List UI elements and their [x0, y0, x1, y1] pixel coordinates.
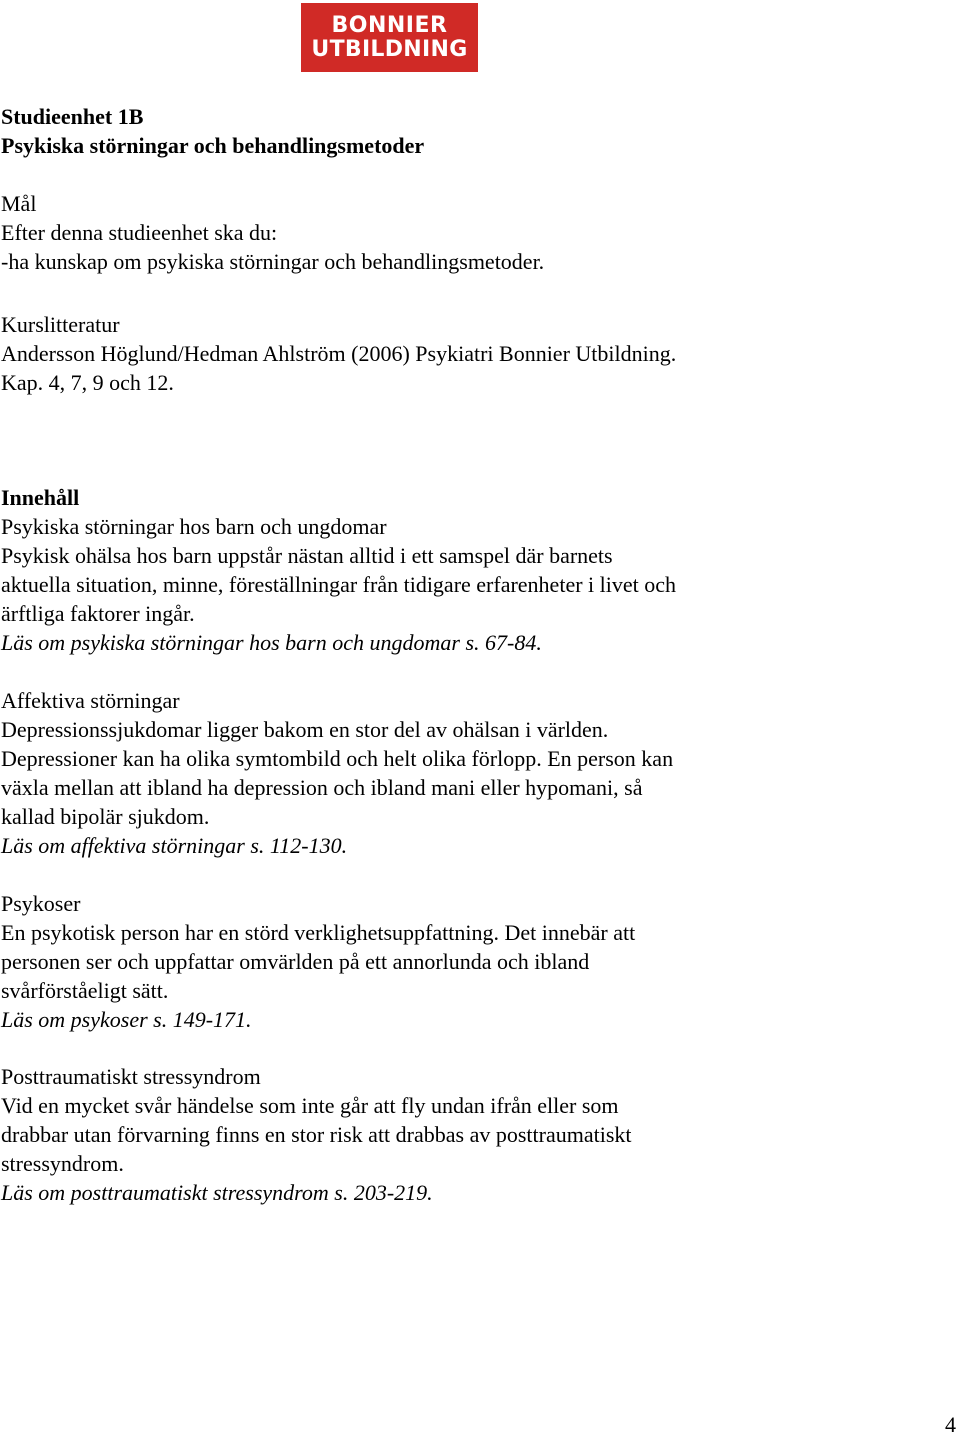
section-text-line: Vid en mycket svår händelse som inte går att fly undan ifrån eller som: [1, 1093, 619, 1118]
section-text-line: personen ser och uppfattar omvärlden på ett annorlunda och ibland: [1, 949, 590, 974]
section-reading: Läs om psykoser s. 149-171.: [1, 1007, 252, 1032]
section-text-line: Depressioner kan ha olika symtombild och helt olika förlopp. En person kan: [1, 746, 674, 771]
section-text-line: svårförståeligt sätt.: [1, 978, 169, 1003]
section-reading: Läs om psykiska störningar hos barn och ungdomar s. 67-84.: [1, 630, 542, 655]
logo-line-1: BONNIER: [331, 13, 448, 38]
logo-line-2: UTBILDNING: [311, 37, 468, 62]
section-text-line: En psykotisk person har en störd verklighetsuppfattning. Det innebär att: [1, 920, 636, 945]
section-heading: Psykiska störningar hos barn och ungdomar: [1, 514, 387, 539]
section-reading: Läs om posttraumatiskt stressyndrom s. 203-219.: [1, 1180, 433, 1205]
section-heading: Psykoser: [1, 891, 81, 916]
section-text-line: Depressionssjukdomar ligger bakom en stor del av ohälsan i världen.: [1, 717, 609, 742]
goal-intro: Efter denna studieenhet ska du:: [1, 220, 278, 245]
goal-heading: Mål: [1, 191, 37, 216]
section-text-line: växla mellan att ibland ha depression och ibland mani eller hypomani, så: [1, 775, 643, 800]
unit-title: Studieenhet 1B: [1, 104, 144, 129]
section-text-line: drabbar utan förvarning finns en stor risk att drabbas av posttraumatiskt: [1, 1122, 632, 1147]
section-heading: Affektiva störningar: [1, 688, 180, 713]
literature-chapters: Kap. 4, 7, 9 och 12.: [1, 370, 174, 395]
goal-item: -ha kunskap om psykiska störningar och behandlingsmetoder.: [1, 249, 545, 274]
section-text-line: stressyndrom.: [1, 1151, 124, 1176]
section-text-line: kallad bipolär sjukdom.: [1, 804, 210, 829]
bonnier-utbildning-logo: [301, 3, 478, 72]
content-heading: Innehåll: [1, 485, 80, 510]
page-number: 4: [945, 1412, 956, 1437]
section-heading: Posttraumatiskt stressyndrom: [1, 1064, 261, 1089]
section-reading: Läs om affektiva störningar s. 112-130.: [1, 833, 348, 858]
section-text-line: ärftliga faktorer ingår.: [1, 601, 195, 626]
literature-heading: Kurslitteratur: [1, 312, 120, 337]
section-text-line: Psykisk ohälsa hos barn uppstår nästan alltid i ett samspel där barnets: [1, 543, 613, 568]
unit-subtitle: Psykiska störningar och behandlingsmetoder: [1, 133, 425, 158]
section-text-line: aktuella situation, minne, föreställningar från tidigare erfarenheter i livet och: [1, 572, 677, 597]
literature-reference: Andersson Höglund/Hedman Ahlström (2006) Psykiatri Bonnier Utbildning.: [1, 341, 677, 366]
